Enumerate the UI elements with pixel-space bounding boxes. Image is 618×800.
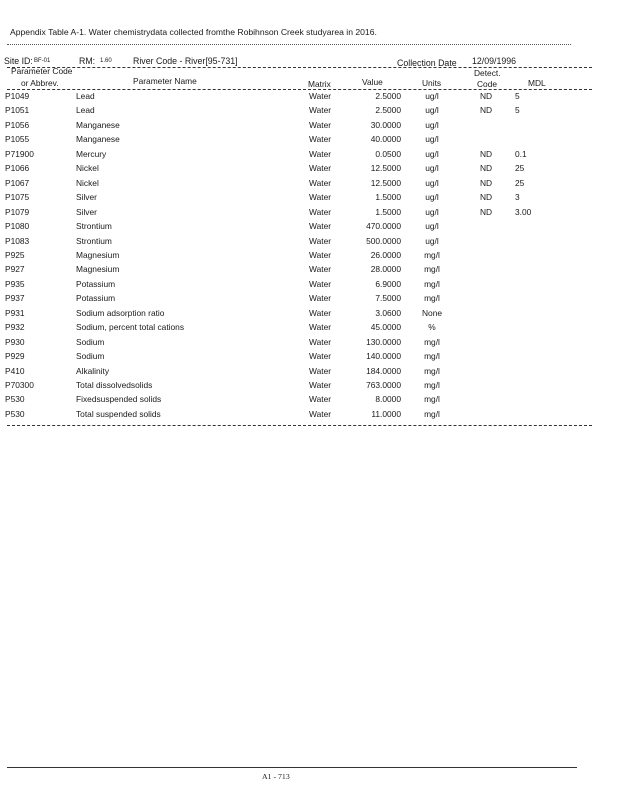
cell-param-name: Sodium xyxy=(76,351,105,362)
cell-units: ug/l xyxy=(425,221,439,232)
rm-value: 1.60 xyxy=(100,58,112,64)
cell-param-name: Sodium, percent total cations xyxy=(76,322,185,333)
cell-units: ug/l xyxy=(425,177,439,188)
cell-value: 0.0500 xyxy=(375,148,401,159)
table-row xyxy=(0,134,618,148)
col-detect-line2: Code xyxy=(477,79,498,89)
cell-param-name: Mercury xyxy=(76,148,107,159)
cell-detect-code: ND xyxy=(479,148,493,159)
cell-value: 470.0000 xyxy=(366,221,401,232)
cell-param-code: P925 xyxy=(5,249,25,260)
cell-param-code: P1080 xyxy=(5,221,30,232)
cell-param-name: Manganese xyxy=(76,119,120,130)
col-param-name: Parameter Name xyxy=(133,76,197,86)
cell-matrix: Water xyxy=(309,177,332,188)
table-row xyxy=(0,163,618,177)
cell-matrix: Water xyxy=(309,134,332,145)
cell-param-code: P410 xyxy=(5,365,25,376)
table-row xyxy=(0,264,618,278)
table-row xyxy=(0,91,618,105)
table-row xyxy=(0,236,618,250)
cell-param-code: P1066 xyxy=(5,163,30,174)
collection-date-value: 12/09/1996 xyxy=(472,56,517,66)
cell-value: 2.5000 xyxy=(375,91,401,101)
cell-param-code: P1067 xyxy=(5,177,30,188)
cell-units: mg/l xyxy=(424,380,440,390)
cell-param-name: Nickel xyxy=(76,177,99,188)
cell-matrix: Water xyxy=(309,307,332,318)
cell-param-code: P530 xyxy=(5,408,25,419)
cell-units: mg/l xyxy=(424,408,440,419)
cell-matrix: Water xyxy=(309,192,332,203)
cell-param-code: P1056 xyxy=(5,119,30,130)
cell-param-code: P1079 xyxy=(5,206,30,217)
table-row xyxy=(0,293,618,307)
cell-value: 28.0000 xyxy=(370,264,401,275)
cell-units: mg/l xyxy=(424,249,440,260)
cell-param-code: P929 xyxy=(5,351,25,362)
col-detect-line1: Detect. xyxy=(474,68,501,78)
cell-value: 1.5000 xyxy=(375,192,401,203)
cell-matrix: Water xyxy=(309,119,332,130)
cell-param-code: P1055 xyxy=(5,134,30,145)
cell-value: 7.5000 xyxy=(375,293,401,304)
cell-units: mg/l xyxy=(424,293,440,304)
cell-param-name: Magnesium xyxy=(76,264,120,275)
cell-value: 12.5000 xyxy=(370,163,401,174)
cell-value: 184.0000 xyxy=(366,365,401,376)
cell-mdl: 0.1 xyxy=(515,148,527,159)
col-units: Units xyxy=(422,78,442,88)
cell-value: 1.5000 xyxy=(375,206,401,217)
cell-matrix: Water xyxy=(309,163,332,174)
cell-param-code: P930 xyxy=(5,336,25,347)
cell-value: 8.0000 xyxy=(375,394,401,405)
cell-matrix: Water xyxy=(309,148,332,159)
cell-units: ug/l xyxy=(425,192,439,203)
cell-mdl: 3.00 xyxy=(515,206,532,217)
cell-units: ug/l xyxy=(425,119,439,130)
cell-value: 763.0000 xyxy=(366,380,401,390)
cell-detect-code: ND xyxy=(479,177,493,188)
cell-param-name: Strontium xyxy=(76,221,112,232)
table-row xyxy=(0,207,618,221)
table-row xyxy=(0,366,618,380)
river-code: River Code - River[95-731] xyxy=(133,56,238,66)
cell-units: None xyxy=(421,307,443,318)
table-bottom-rule xyxy=(7,425,592,426)
cell-units: mg/l xyxy=(424,351,440,362)
cell-param-code: P1051 xyxy=(5,105,30,116)
cell-param-name: Potassium xyxy=(76,293,116,304)
cell-units: % xyxy=(428,322,436,333)
cell-value: 11.0000 xyxy=(371,408,401,419)
cell-value: 500.0000 xyxy=(366,235,401,246)
site-id-label: Site ID: xyxy=(4,56,33,66)
cell-matrix: Water xyxy=(309,394,332,405)
cell-units: mg/l xyxy=(424,365,440,376)
col-mdl: MDL xyxy=(528,78,546,88)
cell-matrix: Water xyxy=(309,322,332,333)
cell-param-name: Alkalinity xyxy=(76,365,110,376)
cell-mdl: 25 xyxy=(515,163,525,174)
cell-param-name: Lead xyxy=(76,91,95,101)
table-row xyxy=(0,149,618,163)
cell-param-code: P70300 xyxy=(5,380,34,390)
cell-mdl: 5 xyxy=(515,91,520,101)
cell-detect-code: ND xyxy=(479,192,493,203)
cell-param-code: P927 xyxy=(5,264,25,275)
cell-value: 26.0000 xyxy=(370,249,401,260)
cell-units: ug/l xyxy=(425,91,439,101)
cell-value: 2.5000 xyxy=(375,105,401,116)
cell-value: 140.0000 xyxy=(366,351,401,362)
table-row xyxy=(0,308,618,322)
cell-param-name: Sodium xyxy=(76,336,105,347)
cell-matrix: Water xyxy=(309,365,332,376)
cell-param-name: Fixedsuspended solids xyxy=(76,394,162,405)
header-bottom-rule xyxy=(7,89,592,90)
col-value: Value xyxy=(362,77,383,87)
cell-units: ug/l xyxy=(425,134,439,145)
col-matrix: Matrix xyxy=(308,79,331,89)
table-row xyxy=(0,322,618,336)
cell-param-name: Total dissolvedsolids xyxy=(76,380,153,390)
cell-param-code: P932 xyxy=(5,322,25,333)
table-row xyxy=(0,394,618,408)
cell-param-code: P71900 xyxy=(5,148,34,159)
table-row xyxy=(0,279,618,293)
table-row xyxy=(0,380,618,394)
table-row xyxy=(0,221,618,235)
cell-matrix: Water xyxy=(309,249,332,260)
cell-param-code: P935 xyxy=(5,278,25,289)
cell-param-name: Silver xyxy=(76,206,97,217)
table-row xyxy=(0,250,618,264)
cell-units: mg/l xyxy=(424,278,440,289)
cell-param-name: Nickel xyxy=(76,163,99,174)
cell-mdl: 3 xyxy=(515,192,520,203)
cell-param-code: P931 xyxy=(5,307,25,318)
col-param-code-line2: or Abbrev. xyxy=(21,78,59,88)
table-row xyxy=(0,351,618,365)
cell-value: 40.0000 xyxy=(370,134,401,145)
table-row xyxy=(0,178,618,192)
table-title: Appendix Table A-1. Water chemistrydata collected fromthe Robihnson Creek studyarea in 2016. xyxy=(10,27,377,37)
cell-matrix: Water xyxy=(309,235,332,246)
cell-matrix: Water xyxy=(309,351,332,362)
table-row xyxy=(0,120,618,134)
cell-matrix: Water xyxy=(309,206,332,217)
cell-units: mg/l xyxy=(424,264,440,275)
cell-param-name: Silver xyxy=(76,192,97,203)
table-row xyxy=(0,192,618,206)
cell-value: 130.0000 xyxy=(366,336,401,347)
cell-param-code: P1049 xyxy=(5,91,30,101)
cell-param-name: Potassium xyxy=(76,278,116,289)
page-number: A1 - 713 xyxy=(262,772,290,781)
cell-detect-code: ND xyxy=(479,91,493,101)
cell-value: 6.9000 xyxy=(375,278,401,289)
cell-matrix: Water xyxy=(309,278,332,289)
cell-units: ug/l xyxy=(425,206,439,217)
cell-matrix: Water xyxy=(309,293,332,304)
cell-value: 30.0000 xyxy=(370,119,401,130)
cell-param-name: Total suspended solids xyxy=(76,408,161,419)
header-top-rule xyxy=(7,67,592,68)
cell-param-name: Lead xyxy=(76,105,95,116)
rm-label: RM: xyxy=(79,56,96,66)
cell-units: ug/l xyxy=(425,235,439,246)
cell-matrix: Water xyxy=(309,408,332,419)
table-row xyxy=(0,409,618,423)
table-row xyxy=(0,337,618,351)
cell-param-code: P1075 xyxy=(5,192,30,203)
cell-units: mg/l xyxy=(424,336,440,347)
cell-param-name: Manganese xyxy=(76,134,120,145)
col-param-code-line1: Parameter Code xyxy=(11,66,73,76)
cell-detect-code: ND xyxy=(479,105,493,116)
cell-matrix: Water xyxy=(309,380,332,390)
cell-matrix: Water xyxy=(309,91,332,101)
title-divider xyxy=(7,44,571,45)
cell-matrix: Water xyxy=(309,336,332,347)
cell-detect-code: ND xyxy=(479,163,493,174)
cell-units: mg/l xyxy=(424,394,440,405)
cell-value: 12.5000 xyxy=(370,177,401,188)
cell-param-name: Magnesium xyxy=(76,249,120,260)
cell-units: ug/l xyxy=(425,163,439,174)
cell-units: ug/l xyxy=(425,105,439,116)
cell-param-code: P937 xyxy=(5,293,25,304)
cell-matrix: Water xyxy=(309,221,332,232)
cell-matrix: Water xyxy=(309,105,332,116)
cell-mdl: 25 xyxy=(515,177,525,188)
cell-param-code: P530 xyxy=(5,394,25,405)
cell-matrix: Water xyxy=(309,264,332,275)
site-id-value: BF-01 xyxy=(34,58,51,64)
cell-param-name: Strontium xyxy=(76,235,112,246)
cell-value: 45.0000 xyxy=(370,322,401,333)
cell-units: ug/l xyxy=(425,148,439,159)
cell-detect-code: ND xyxy=(479,206,493,217)
cell-value: 3.0600 xyxy=(375,307,401,318)
cell-param-name: Sodium adsorption ratio xyxy=(76,307,165,318)
footer-rule xyxy=(7,767,577,768)
table-row xyxy=(0,105,618,119)
cell-param-code: P1083 xyxy=(5,235,30,246)
collection-date-label: Collection Date xyxy=(397,58,457,68)
cell-mdl: 5 xyxy=(515,105,520,116)
